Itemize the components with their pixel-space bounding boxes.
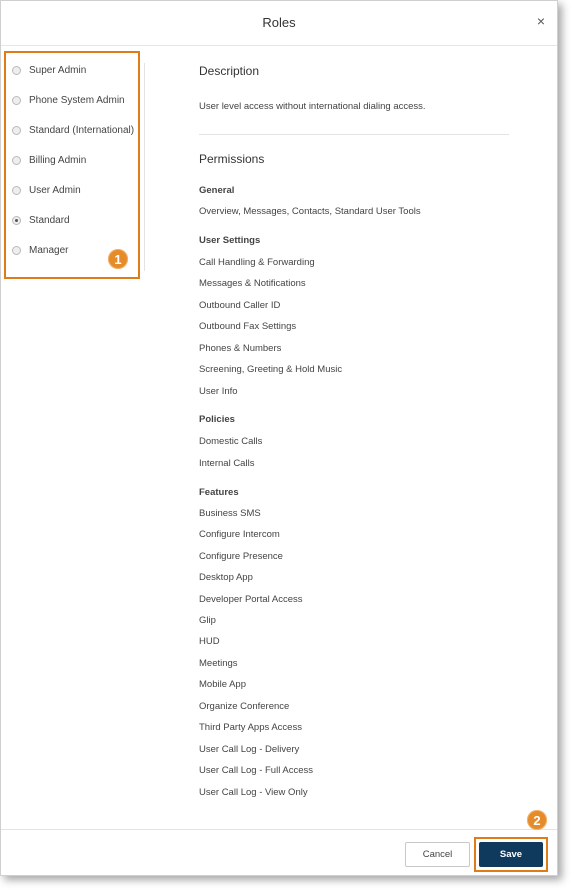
role-option-manager[interactable] [12, 242, 68, 258]
callout-badge-2: 2 [527, 810, 547, 830]
role-label: Phone System Admin [29, 94, 125, 106]
permission-item: Configure Intercom [199, 529, 280, 540]
permission-item: Third Party Apps Access [199, 722, 302, 733]
permission-item: Phones & Numbers [199, 343, 282, 354]
radio-icon[interactable] [12, 126, 21, 135]
radio-icon[interactable] [12, 186, 21, 195]
role-option-standard-international[interactable] [12, 122, 134, 138]
radio-icon[interactable] [12, 246, 21, 255]
permission-item: Screening, Greeting & Hold Music [199, 364, 343, 375]
permission-item: Business SMS [199, 508, 261, 519]
save-button-highlight [474, 837, 548, 872]
dialog-title: Roles [262, 15, 296, 30]
footer-divider [1, 829, 557, 830]
role-option-billing-admin[interactable] [12, 152, 86, 168]
role-option-standard[interactable] [12, 212, 70, 228]
permission-item: User Call Log - View Only [199, 787, 308, 798]
permission-item: Messages & Notifications [199, 278, 306, 289]
permission-item: Organize Conference [199, 701, 290, 712]
permission-item: Overview, Messages, Contacts, Standard User Tools [199, 206, 421, 217]
group-user-settings: User Settings [199, 235, 261, 246]
role-label: Standard (International) [29, 124, 135, 136]
permission-item: Mobile App [199, 679, 247, 690]
permission-item: Outbound Fax Settings [199, 321, 297, 332]
permission-item: Outbound Caller ID [199, 300, 281, 311]
permission-item: Desktop App [199, 572, 253, 583]
role-option-user-admin[interactable] [12, 182, 81, 198]
save-button[interactable]: Save [479, 842, 543, 867]
roles-list-highlight [4, 51, 140, 279]
callout-badge-1: 1 [108, 249, 128, 269]
dialog-header [1, 1, 557, 46]
cancel-button[interactable]: Cancel [405, 842, 470, 867]
role-label: Standard [29, 214, 70, 226]
role-label: Billing Admin [29, 154, 87, 166]
group-general: General [199, 185, 235, 196]
radio-icon[interactable] [12, 66, 21, 75]
role-label: Super Admin [29, 64, 87, 76]
radio-selected-icon[interactable] [12, 216, 21, 225]
description-heading: Description [199, 64, 260, 78]
role-option-phone-system-admin[interactable] [12, 92, 125, 108]
permission-item: Call Handling & Forwarding [199, 257, 315, 268]
radio-icon[interactable] [12, 156, 21, 165]
permission-item: Domestic Calls [199, 436, 263, 447]
role-label: User Admin [29, 184, 81, 196]
permission-item: User Info [199, 386, 238, 397]
close-icon[interactable]: × [536, 13, 545, 29]
radio-icon[interactable] [12, 96, 21, 105]
permission-item: Configure Presence [199, 551, 283, 562]
role-label: Manager [29, 244, 69, 256]
role-option-super-admin[interactable] [12, 62, 86, 78]
group-features: Features [199, 487, 239, 498]
roles-divider [144, 63, 145, 271]
permission-item: User Call Log - Delivery [199, 744, 300, 755]
group-policies: Policies [199, 414, 235, 425]
description-text: User level access without international dialing access. [199, 101, 426, 112]
permission-item: HUD [199, 636, 220, 647]
permission-item: Internal Calls [199, 458, 255, 469]
section-divider [199, 134, 509, 135]
permission-item: Meetings [199, 658, 238, 669]
permissions-heading: Permissions [199, 152, 265, 166]
permission-item: Glip [199, 615, 216, 626]
permission-item: User Call Log - Full Access [199, 765, 314, 776]
permission-item: Developer Portal Access [199, 594, 303, 605]
